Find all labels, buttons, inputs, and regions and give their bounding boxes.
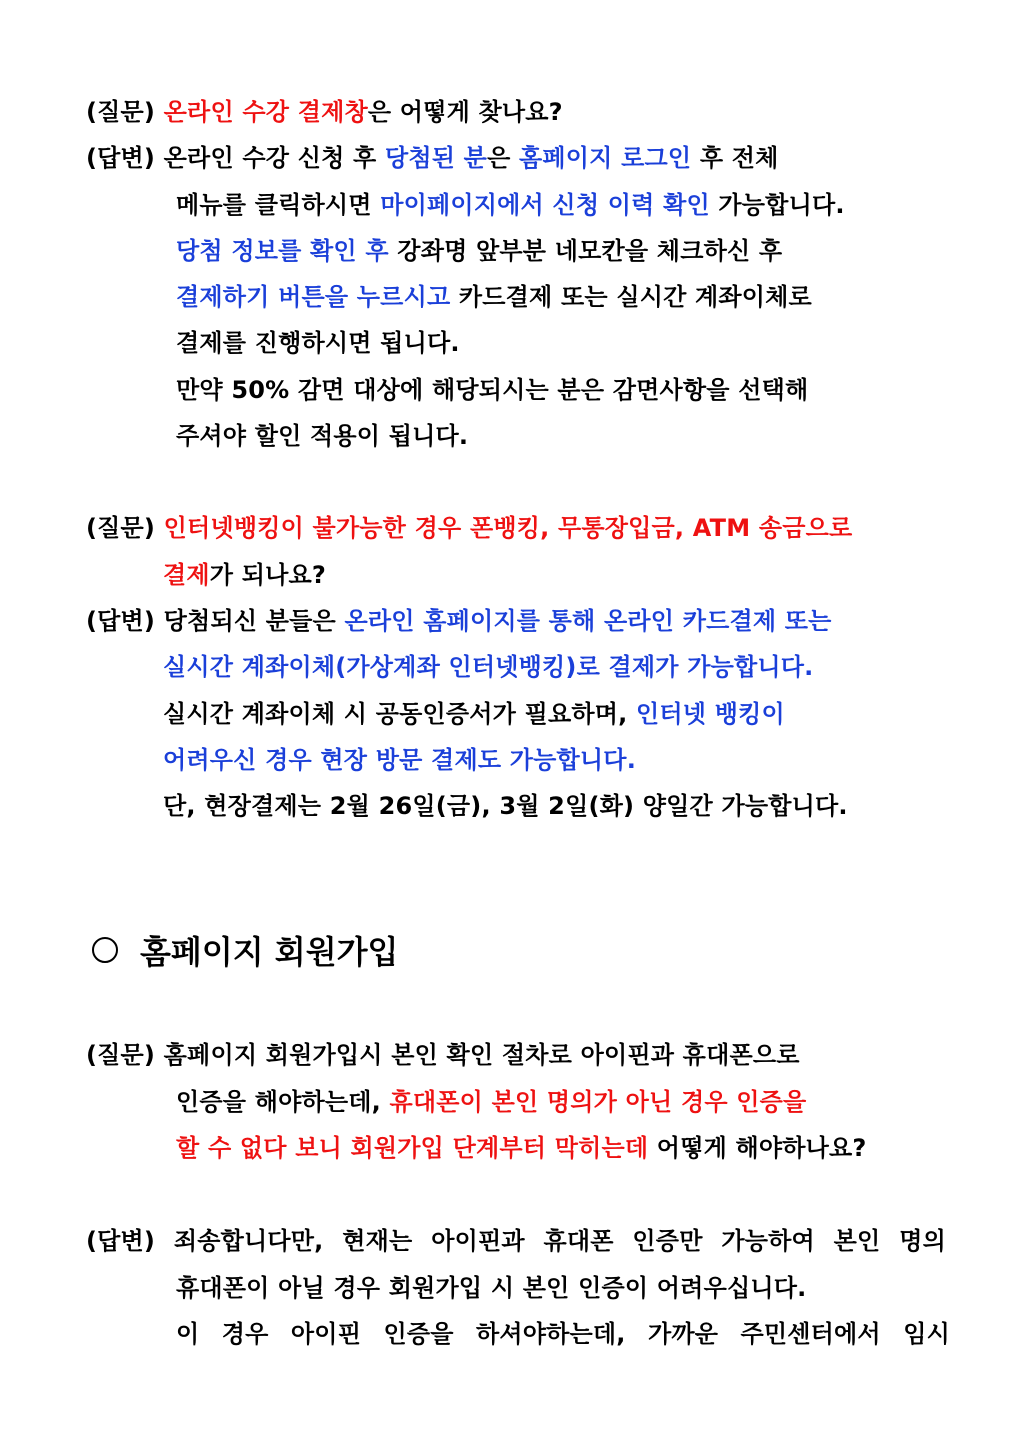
qa3-question-line-2 xyxy=(176,1087,806,1117)
text-segment: 강좌명 앞부분 네모칸을 체크하신 후 xyxy=(388,237,783,265)
word: 죄송합니다만, xyxy=(173,1227,324,1255)
text-highlight-blue: 홈페이지 로그인 xyxy=(519,144,692,172)
word: 경우 xyxy=(221,1320,269,1348)
qa3-question-line-1 xyxy=(86,1040,800,1070)
qa1-question xyxy=(86,97,563,127)
question-label: (질문) xyxy=(86,98,156,126)
text-highlight-red: 휴대폰이 본인 명의가 아닌 경우 인증을 xyxy=(389,1088,807,1116)
text-highlight-blue: 당첨된 분 xyxy=(384,144,488,172)
section-heading xyxy=(92,930,398,974)
text-segment: 메뉴를 클릭하시면 xyxy=(176,191,381,219)
text-highlight-blue: 당첨 정보를 확인 후 xyxy=(176,237,389,265)
qa3-question-line-3 xyxy=(176,1133,867,1163)
text-segment: 은 xyxy=(487,144,520,172)
qa2-answer-line-2: 실시간 계좌이체(가상계좌 인터넷뱅킹)로 결제가 가능합니다. xyxy=(163,653,814,681)
word: 주민센터에서 xyxy=(740,1320,881,1348)
word: 이 xyxy=(176,1320,200,1348)
qa3-answer-line-2: 휴대폰이 아닐 경우 회원가입 시 본인 인증이 어려우십니다. xyxy=(176,1274,807,1302)
qa1-question-rest: 은 어떻게 찾나요? xyxy=(367,98,563,126)
word: 가까운 xyxy=(647,1320,719,1348)
qa3-answer-line-1 xyxy=(86,1226,946,1256)
text-segment: 가 되나요? xyxy=(209,561,326,589)
word: 아이핀 xyxy=(290,1320,362,1348)
word: 인증만 xyxy=(632,1227,703,1255)
word: 본인 xyxy=(833,1227,881,1255)
qa2-answer-line-5: 단, 현장결제는 2월 26일(금), 3월 2일(화) 양일간 가능합니다. xyxy=(163,792,848,820)
text-segment: 가능합니다. xyxy=(709,191,845,219)
qa2-question-line-1 xyxy=(86,513,852,543)
word: 임시 xyxy=(903,1320,950,1348)
qa3-answer-line-3 xyxy=(176,1319,950,1349)
question-label: (질문) xyxy=(86,1041,156,1069)
qa1-answer-line-4 xyxy=(176,282,812,312)
answer-label: (답변) xyxy=(86,144,156,172)
answer-label: (답변) xyxy=(86,607,156,635)
text-segment: 실시간 계좌이체 시 공동인증서가 필요하며, xyxy=(163,700,637,728)
qa2-answer-line-1 xyxy=(86,606,832,636)
text-highlight-red: 인터넷뱅킹이 불가능한 경우 폰뱅킹, 무통장입금, ATM 송금으로 xyxy=(163,514,853,542)
circle-bullet-icon xyxy=(92,937,118,963)
word: 아이핀과 xyxy=(431,1227,525,1255)
qa1-answer-line-2 xyxy=(176,190,845,220)
answer-label: (답변) xyxy=(86,1227,156,1255)
qa2-question-line-2 xyxy=(163,560,326,590)
text-highlight-blue: 결제하기 버튼을 누르시고 xyxy=(176,283,451,311)
qa1-question-highlight: 온라인 수강 결제창 xyxy=(163,98,368,126)
qa2-answer-line-4: 어려우신 경우 현장 방문 결제도 가능합니다. xyxy=(163,746,637,774)
text-highlight-blue: 마이페이지에서 신청 이력 확인 xyxy=(380,191,710,219)
qa1-answer-line-5: 결제를 진행하시면 됩니다. xyxy=(176,329,460,357)
section-title: 홈페이지 회원가입 xyxy=(140,933,399,971)
word: 하셔야하는데, xyxy=(475,1320,626,1348)
text-segment: 카드결제 또는 실시간 계좌이체로 xyxy=(450,283,812,311)
text-segment: 온라인 수강 신청 후 xyxy=(163,144,385,172)
qa1-answer-line-3 xyxy=(176,236,782,266)
word: 현재는 xyxy=(342,1227,413,1255)
word: 명의 xyxy=(899,1227,946,1255)
text-segment: 어떻게 해야하나요? xyxy=(648,1134,867,1162)
text-highlight-red: 할 수 없다 보니 회원가입 단계부터 막히는데 xyxy=(176,1134,649,1162)
qa1-answer-line-6: 만약 50% 감면 대상에 해당되시는 분은 감면사항을 선택해 xyxy=(176,376,809,404)
word: 가능하여 xyxy=(721,1227,815,1255)
word: 인증을 xyxy=(383,1320,454,1348)
text-highlight-red: 결제 xyxy=(163,561,210,589)
qa2-answer-line-3 xyxy=(163,699,785,729)
text-segment: 후 전체 xyxy=(691,144,779,172)
word: 휴대폰 xyxy=(543,1227,614,1255)
question-label: (질문) xyxy=(86,514,156,542)
qa1-answer-line-1 xyxy=(86,143,779,173)
text-segment: 당첨되신 분들은 xyxy=(163,607,345,635)
qa1-answer-line-7: 주셔야 할인 적용이 됩니다. xyxy=(176,422,469,450)
text-segment: 인증을 해야하는데, xyxy=(176,1088,390,1116)
text-segment: 홈페이지 회원가입시 본인 확인 절차로 아이핀과 휴대폰으로 xyxy=(163,1041,800,1069)
text-highlight-blue: 온라인 홈페이지를 통해 온라인 카드결제 또는 xyxy=(344,607,832,635)
text-highlight-blue: 인터넷 뱅킹이 xyxy=(636,700,785,728)
